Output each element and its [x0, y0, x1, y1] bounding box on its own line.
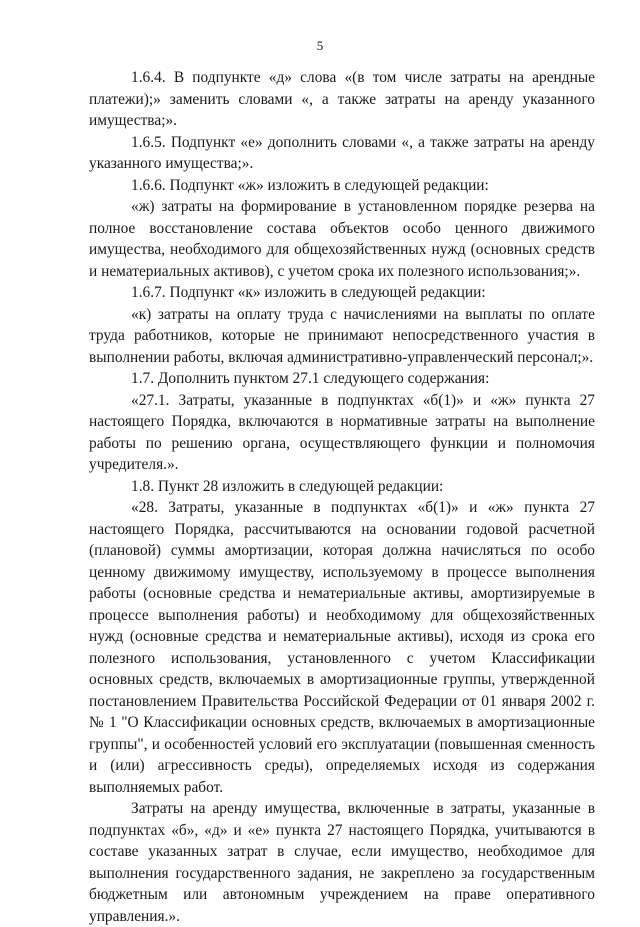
document-body [89, 67, 595, 927]
page-number: 5 [316, 38, 324, 53]
paragraph-28: «28. Затраты, указанные в подпунктах «б(1)» и «ж» пункта 27 настоящего Порядка, рассчитываются на основании годовой расчетной (плановой) суммы амортизации, которая должна начисляться по особо ценному движимому имуществу, используемому в процессе выполнения работы (основные средства и нематериальные активы, амортизируемые в процессе выполнения работы) и необходимому для общехозяйственных нужд (основные средства и нематериальные активы), исходя из срока его полезного использования, установленного с учетом Классификации основных средств, включаемых в амортизационные группы, утвержденной постановлением Правительства Российской Федерации от 01 января 2002 г. № 1 "О Классификации основных средств, включаемых в амортизационные группы", и особенностей условий его эксплуатации (повышенная сменность и (или) агрессивность среды), определяемых исходя из содержания выполняемых работ. [89, 499, 595, 796]
paragraph-1-6-5: 1.6.5. Подпункт «е» дополнить словами «, а также затраты на аренду указанного имущества;». [89, 133, 595, 172]
paragraph-subpoint-zh: «ж) затраты на формирование в установленном порядке резерва на полное восстановление состава объектов особо ценного движимого имущества, необходимого для общехозяйственных нужд (основных средств и нематериальных активов), с учетом срока их полезного использования;». [89, 198, 595, 280]
paragraph-27-1: «27.1. Затраты, указанные в подпунктах «б(1)» и «ж» пункта 27 настоящего Порядка, включаются в нормативные затраты на выполнение работы по решению органа, осуществляющего функции и полномочия учредителя.». [89, 391, 595, 473]
paragraph-1-6-7: 1.6.7. Подпункт «к» изложить в следующей редакции: [131, 284, 486, 301]
paragraph-subpoint-k: «к) затраты на оплату труда с начислениями на выплаты по оплате труда работников, которые не принимают непосредственного участия в выполнении работы, включая административно-управленческий персонал;». [89, 305, 595, 366]
paragraph-1-6-6: 1.6.6. Подпункт «ж» изложить в следующей редакции: [131, 176, 489, 194]
paragraph-1-6-4: 1.6.4. В подпункте «д» слова «(в том числе затраты на арендные платежи);» заменить словами «, а также затраты на аренду указанного имущества;». [89, 69, 595, 129]
paragraph-1-7: 1.7. Дополнить пунктом 27.1 следующего содержания: [131, 370, 490, 387]
paragraph-1-8: 1.8. Пункт 28 изложить в следующей редакции: [131, 477, 444, 495]
paragraph-rent-costs: Затраты на аренду имущества, включенные в затраты, указанные в подпунктах «б», «д» и «е» пункта 27 настоящего Порядка, учитываются в составе указанных затрат в случае, если имущество, необходимое для выполнения государственного задания, не закреплено за государственным бюджетным или автономным учреждением на праве оперативного управления.». [89, 800, 595, 925]
